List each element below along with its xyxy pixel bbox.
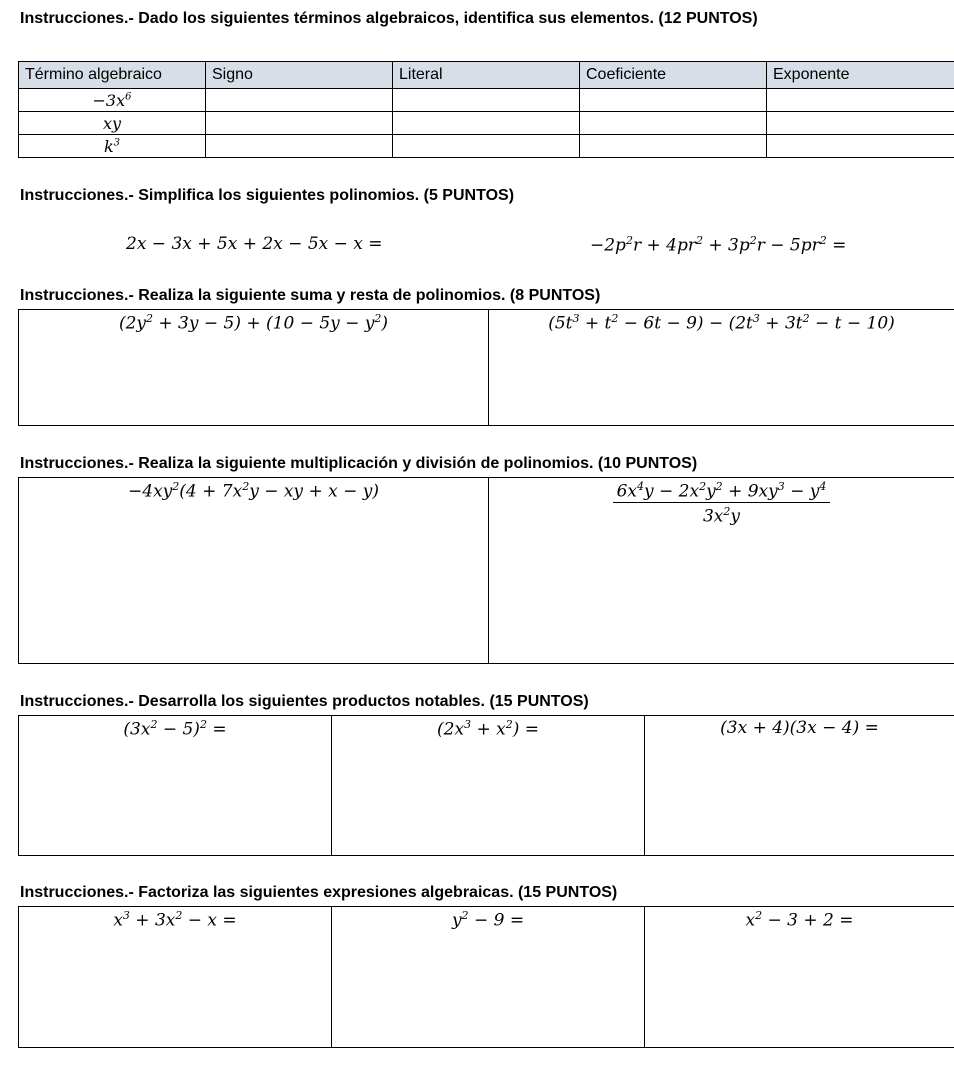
answer-box[interactable] [19, 907, 332, 1047]
literal-cell[interactable] [393, 89, 580, 112]
product-exercise-1: $(3x^2 - 5)^2$ = [123, 718, 227, 740]
header-coeficiente: Coeficiente [580, 62, 767, 89]
factor-exercise-1: $x^3 + 3x^2 - x$ = [113, 909, 237, 931]
signo-cell[interactable] [206, 135, 393, 158]
term-cell: $k^3$ [19, 135, 206, 158]
simplify-exercise-1: 2x − 3x + 5x + 2x − 5x − x = [126, 234, 383, 254]
term-cell: $-3x^6$ [19, 89, 206, 112]
sum-exercise: $(2y^2 + 3y - 5) + (10 - 5y - y^2)$ [118, 312, 389, 334]
answer-box[interactable] [19, 716, 332, 855]
literal-cell[interactable] [393, 135, 580, 158]
section6-instruction: Instrucciones.- Factoriza las siguientes expresiones algebraicas. (15 PUNTOS) [20, 884, 618, 901]
header-signo: Signo [206, 62, 393, 89]
subtraction-exercise: $(5t^3 + t^2 - 6t - 9) - (2t^3 + 3t^2 - t - 10)$ [548, 312, 895, 334]
fraction-numerator: $6x^4y - 2x^2y^2 + 9xy^3 - y^4$ [613, 480, 831, 503]
section4-instruction: Instrucciones.- Realiza la siguiente multiplicación y división de polinomios. (10 PUNTOS) [20, 455, 698, 472]
product-exercise-3: (3x + 4)(3x − 4) = [720, 718, 879, 738]
literal-cell[interactable] [393, 112, 580, 135]
answer-box[interactable] [332, 907, 645, 1047]
table-row [19, 89, 954, 112]
answer-box[interactable] [332, 716, 645, 855]
exponente-cell[interactable] [767, 112, 954, 135]
multiplication-exercise: $-4xy^2(4 + 7x^2y$ − xy + x − y) [128, 480, 379, 502]
section5-instruction: Instrucciones.- Desarrolla los siguientes productos notables. (15 PUNTOS) [20, 693, 589, 710]
multiplication-division-grid [18, 477, 954, 664]
exponente-cell[interactable] [767, 135, 954, 158]
product-exercise-2: $(2x^3 + x^2)$ = [437, 718, 539, 740]
signo-cell[interactable] [206, 89, 393, 112]
answer-box[interactable] [19, 478, 489, 663]
simplify-exercise-2: $-2p^2r + 4pr^2 + 3p^2r - 5pr^2$ = [590, 234, 847, 256]
answer-box[interactable] [489, 478, 954, 663]
factor-exercise-2: $y^2 - 9$ = [451, 909, 525, 931]
factor-exercise-3: $x^2 - 3 + 2$ = [745, 909, 854, 931]
answer-box[interactable] [645, 716, 954, 855]
header-termino: Término algebraico [19, 62, 206, 89]
header-exponente: Exponente [767, 62, 954, 89]
answer-box[interactable] [489, 310, 954, 425]
answer-box[interactable] [645, 907, 954, 1047]
notable-products-grid [18, 715, 954, 856]
coeficiente-cell[interactable] [580, 89, 767, 112]
coeficiente-cell[interactable] [580, 135, 767, 158]
section3-instruction: Instrucciones.- Realiza la siguiente suma y resta de polinomios. (8 PUNTOS) [20, 287, 601, 304]
table-row [19, 135, 954, 158]
terms-table [18, 61, 954, 158]
division-fraction [613, 480, 831, 526]
section2-instruction: Instrucciones.- Simplifica los siguientes polinomios. (5 PUNTOS) [20, 187, 515, 204]
answer-box[interactable] [19, 310, 489, 425]
exponente-cell[interactable] [767, 89, 954, 112]
factoring-grid [18, 906, 954, 1048]
term-cell: xy [19, 112, 206, 135]
sum-subtraction-grid [18, 309, 954, 426]
section1-instruction: Instrucciones.- Dado los siguientes términos algebraicos, identifica sus elementos. (12 PUNTOS) [20, 10, 758, 27]
header-literal: Literal [393, 62, 580, 89]
signo-cell[interactable] [206, 112, 393, 135]
table-row [19, 112, 954, 135]
fraction-denominator: $3x^2y$ [702, 504, 740, 527]
coeficiente-cell[interactable] [580, 112, 767, 135]
